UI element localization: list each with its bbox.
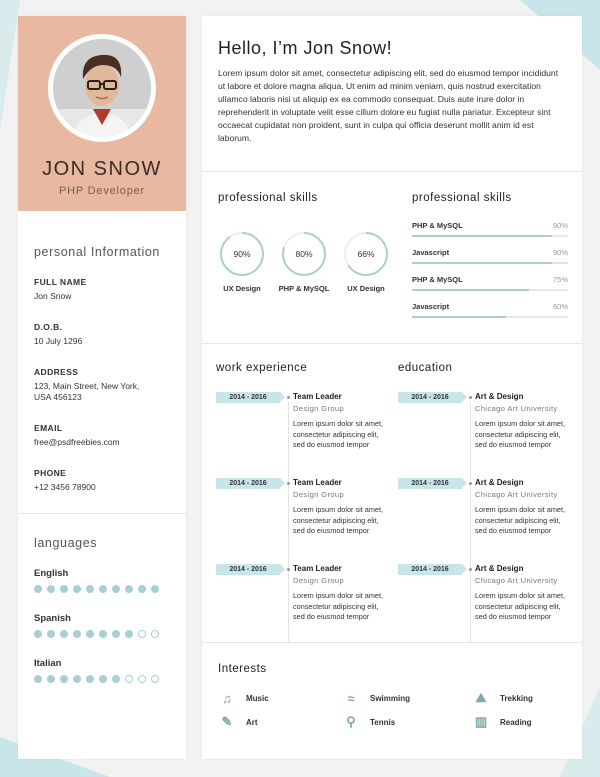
entry-description: Lorem ipsum dolor sit amet, consectetur adipiscing elit, sed do eiusmod tempor — [293, 505, 384, 535]
filled-dot — [34, 630, 42, 638]
intro-section — [202, 16, 582, 171]
interest-label: Reading — [500, 717, 532, 727]
language-level-dots — [34, 630, 186, 638]
filled-dot — [86, 675, 94, 683]
skill-percent: 66% — [357, 249, 375, 259]
language-item — [34, 613, 186, 638]
filled-dot — [112, 585, 120, 593]
entry-subtitle: Design Group — [293, 490, 345, 499]
interest-label: Tennis — [370, 717, 396, 727]
skills-section — [202, 172, 582, 343]
art-icon: ✎ — [221, 714, 233, 729]
entry-body — [475, 478, 570, 537]
timeline-dot — [469, 396, 472, 399]
corner-decoration — [0, 0, 20, 130]
entry-title: Team Leader — [293, 392, 342, 401]
entry-title: Art & Design — [475, 392, 524, 401]
info-value: 123, Main Street, New York, USA 456123 — [34, 381, 140, 402]
skill-label: UX Design — [223, 284, 261, 293]
skill-percent: 90% — [552, 221, 568, 230]
skill-bar — [412, 221, 568, 237]
education-column — [398, 362, 568, 650]
swimming-icon: ≈ — [347, 690, 355, 706]
reading-icon: ▥ — [474, 714, 488, 729]
music-icon: ♫ — [222, 690, 232, 706]
bio-text: Lorem ipsum dolor sit amet, consectetur adipiscing elit, sed do eiusmod tempor incididunt ut labore et dolore magna aliqua. Ut enim ad minim veniam, quis nostrud exercitation ullamco laboris nisi ut aliquip ex ea commodo consequat. Duis aute irure dolor in reprehenderit in voluptate velit esse cillum dolore eu fugiat nulla pariatur. Excepteur sint occaecat cupidatat non proident, sunt in culpa qui officia deserunt mollit anim id est laborum. — [218, 68, 559, 143]
entry-description: Lorem ipsum dolor sit amet, consectetur adipiscing elit, sed do eiusmod tempor — [293, 591, 384, 621]
date-tag: 2014 - 2016 — [398, 478, 462, 489]
skills-bars — [412, 192, 568, 329]
filled-dot — [47, 630, 55, 638]
filled-dot — [60, 675, 68, 683]
skills-title: professional skills — [412, 192, 512, 204]
skill-bar-fill — [412, 262, 552, 264]
language-name: English — [34, 568, 69, 579]
empty-dot — [138, 675, 146, 683]
timeline-entry — [398, 392, 568, 478]
entry-description: Lorem ipsum dolor sit amet, consectetur adipiscing elit, sed do eiusmod tempor — [475, 591, 566, 621]
filled-dot — [151, 585, 159, 593]
filled-dot — [112, 630, 120, 638]
work-experience-title: work experience — [216, 362, 308, 374]
interest-label: Art — [246, 717, 258, 727]
info-value: 10 July 1296 — [34, 336, 83, 346]
interests-section — [202, 643, 582, 729]
date-tag: 2014 - 2016 — [216, 392, 280, 403]
skill-bar — [412, 275, 568, 291]
filled-dot — [125, 630, 133, 638]
timeline-dot — [469, 568, 472, 571]
empty-dot — [151, 675, 159, 683]
info-label: ADDRESS — [34, 367, 79, 377]
filled-dot — [112, 675, 120, 683]
skill-name: Javascript — [412, 302, 450, 311]
timeline-entry — [216, 478, 386, 564]
skill-bar-fill — [412, 289, 529, 291]
timeline-dot — [287, 568, 290, 571]
interest-item — [472, 691, 572, 705]
filled-dot — [138, 585, 146, 593]
entry-title: Team Leader — [293, 478, 342, 487]
work-experience-column — [216, 362, 386, 650]
skill-name: PHP & MySQL — [412, 275, 463, 284]
skill-bar — [412, 302, 568, 318]
languages-section — [18, 514, 186, 683]
languages-heading: languages — [34, 536, 98, 550]
entry-body — [293, 392, 388, 451]
info-item — [34, 468, 186, 493]
skill-bar-header — [412, 248, 568, 257]
filled-dot — [86, 585, 94, 593]
entry-body — [475, 564, 570, 623]
skill-percent: 80% — [295, 249, 313, 259]
language-name: Italian — [34, 658, 62, 669]
filled-dot — [34, 585, 42, 593]
timeline-entry — [398, 478, 568, 564]
entry-title: Team Leader — [293, 564, 342, 573]
timeline-dot — [287, 396, 290, 399]
filled-dot — [34, 675, 42, 683]
skill-name: PHP & MySQL — [412, 221, 463, 230]
info-item — [34, 367, 186, 403]
info-label: D.O.B. — [34, 322, 63, 332]
filled-dot — [99, 675, 107, 683]
profile-name: JON SNOW — [42, 158, 162, 180]
interest-item — [342, 691, 472, 705]
skill-circle — [280, 230, 328, 293]
skill-percent: 90% — [233, 249, 251, 259]
greeting-title: Hello, I’m Jon Snow! — [218, 38, 393, 58]
education-title: education — [398, 362, 453, 374]
skill-bar-header — [412, 302, 568, 311]
interests-title: Interests — [218, 663, 267, 675]
interest-item — [218, 691, 342, 705]
empty-dot — [151, 630, 159, 638]
timeline-dot — [287, 482, 290, 485]
timeline-entry — [398, 564, 568, 650]
skills-circles — [218, 192, 398, 293]
skill-name: Javascript — [412, 248, 450, 257]
interest-item — [472, 715, 572, 729]
skill-bar-fill — [412, 316, 506, 318]
skill-bar-header — [412, 221, 568, 230]
entry-subtitle: Chicago Art University — [475, 576, 558, 585]
skill-bar-track — [412, 235, 568, 237]
main-content — [202, 16, 582, 759]
personal-info-heading: personal Information — [34, 245, 160, 259]
filled-dot — [86, 630, 94, 638]
language-level-dots — [34, 585, 186, 593]
date-tag: 2014 - 2016 — [216, 564, 280, 575]
info-item — [34, 277, 186, 302]
info-value: +12 3456 78900 — [34, 482, 96, 492]
filled-dot — [60, 585, 68, 593]
info-item — [34, 423, 186, 448]
filled-dot — [99, 585, 107, 593]
entry-description: Lorem ipsum dolor sit amet, consectetur adipiscing elit, sed do eiusmod tempor — [475, 505, 566, 535]
entry-body — [293, 564, 388, 623]
entry-description: Lorem ipsum dolor sit amet, consectetur adipiscing elit, sed do eiusmod tempor — [293, 419, 384, 449]
entry-body — [475, 392, 570, 451]
filled-dot — [73, 585, 81, 593]
filled-dot — [99, 630, 107, 638]
interest-label: Music — [246, 693, 269, 703]
entry-description: Lorem ipsum dolor sit amet, consectetur adipiscing elit, sed do eiusmod tempor — [475, 419, 566, 449]
profile-header — [18, 16, 186, 211]
filled-dot — [47, 585, 55, 593]
date-tag: 2014 - 2016 — [216, 478, 280, 489]
language-level-dots — [34, 675, 186, 683]
skill-bar-fill — [412, 235, 552, 237]
date-tag: 2014 - 2016 — [398, 564, 462, 575]
info-item — [34, 322, 186, 347]
skill-percent: 90% — [552, 248, 568, 257]
info-label: FULL NAME — [34, 277, 87, 287]
interest-item — [342, 715, 472, 729]
timeline-entry — [216, 564, 386, 650]
timeline-entry — [216, 392, 386, 478]
entry-subtitle: Design Group — [293, 576, 345, 585]
empty-dot — [138, 630, 146, 638]
empty-dot — [125, 675, 133, 683]
trekking-icon: ⛰ — [475, 690, 487, 705]
skill-bar-track — [412, 316, 568, 318]
language-item — [34, 658, 186, 683]
tennis-icon: ⚲ — [346, 714, 356, 729]
filled-dot — [125, 585, 133, 593]
skill-percent: 60% — [552, 302, 568, 311]
timeline-dot — [469, 482, 472, 485]
entry-subtitle: Design Group — [293, 404, 345, 413]
interest-item — [218, 715, 342, 729]
profile-role: PHP Developer — [58, 185, 145, 197]
skills-title: professional skills — [218, 192, 318, 204]
experience-education-section — [202, 344, 582, 642]
entry-subtitle: Chicago Art University — [475, 490, 558, 499]
avatar-photo — [53, 39, 151, 137]
skill-bar-track — [412, 289, 568, 291]
filled-dot — [73, 630, 81, 638]
info-label: EMAIL — [34, 423, 63, 433]
filled-dot — [47, 675, 55, 683]
skill-percent: 75% — [552, 275, 568, 284]
filled-dot — [73, 675, 81, 683]
entry-title: Art & Design — [475, 564, 524, 573]
entry-body — [293, 478, 388, 537]
skill-circle — [218, 230, 266, 293]
info-value[interactable]: free@psdfreebies.com — [34, 437, 120, 447]
filled-dot — [60, 630, 68, 638]
sidebar — [18, 16, 186, 759]
language-name: Spanish — [34, 613, 71, 624]
interest-label: Swimming — [370, 693, 411, 703]
skill-label: UX Design — [347, 284, 385, 293]
date-tag: 2014 - 2016 — [398, 392, 462, 403]
skill-label: PHP & MySQL — [278, 284, 330, 293]
entry-title: Art & Design — [475, 478, 524, 487]
avatar — [48, 34, 156, 142]
interest-label: Trekking — [500, 693, 533, 703]
skill-bar — [412, 248, 568, 264]
info-label: PHONE — [34, 468, 67, 478]
entry-subtitle: Chicago Art University — [475, 404, 558, 413]
skill-bar-track — [412, 262, 568, 264]
personal-info-section — [18, 211, 186, 493]
skill-bar-header — [412, 275, 568, 284]
skill-circle — [342, 230, 390, 293]
language-item — [34, 568, 186, 593]
info-value: Jon Snow — [34, 291, 72, 301]
